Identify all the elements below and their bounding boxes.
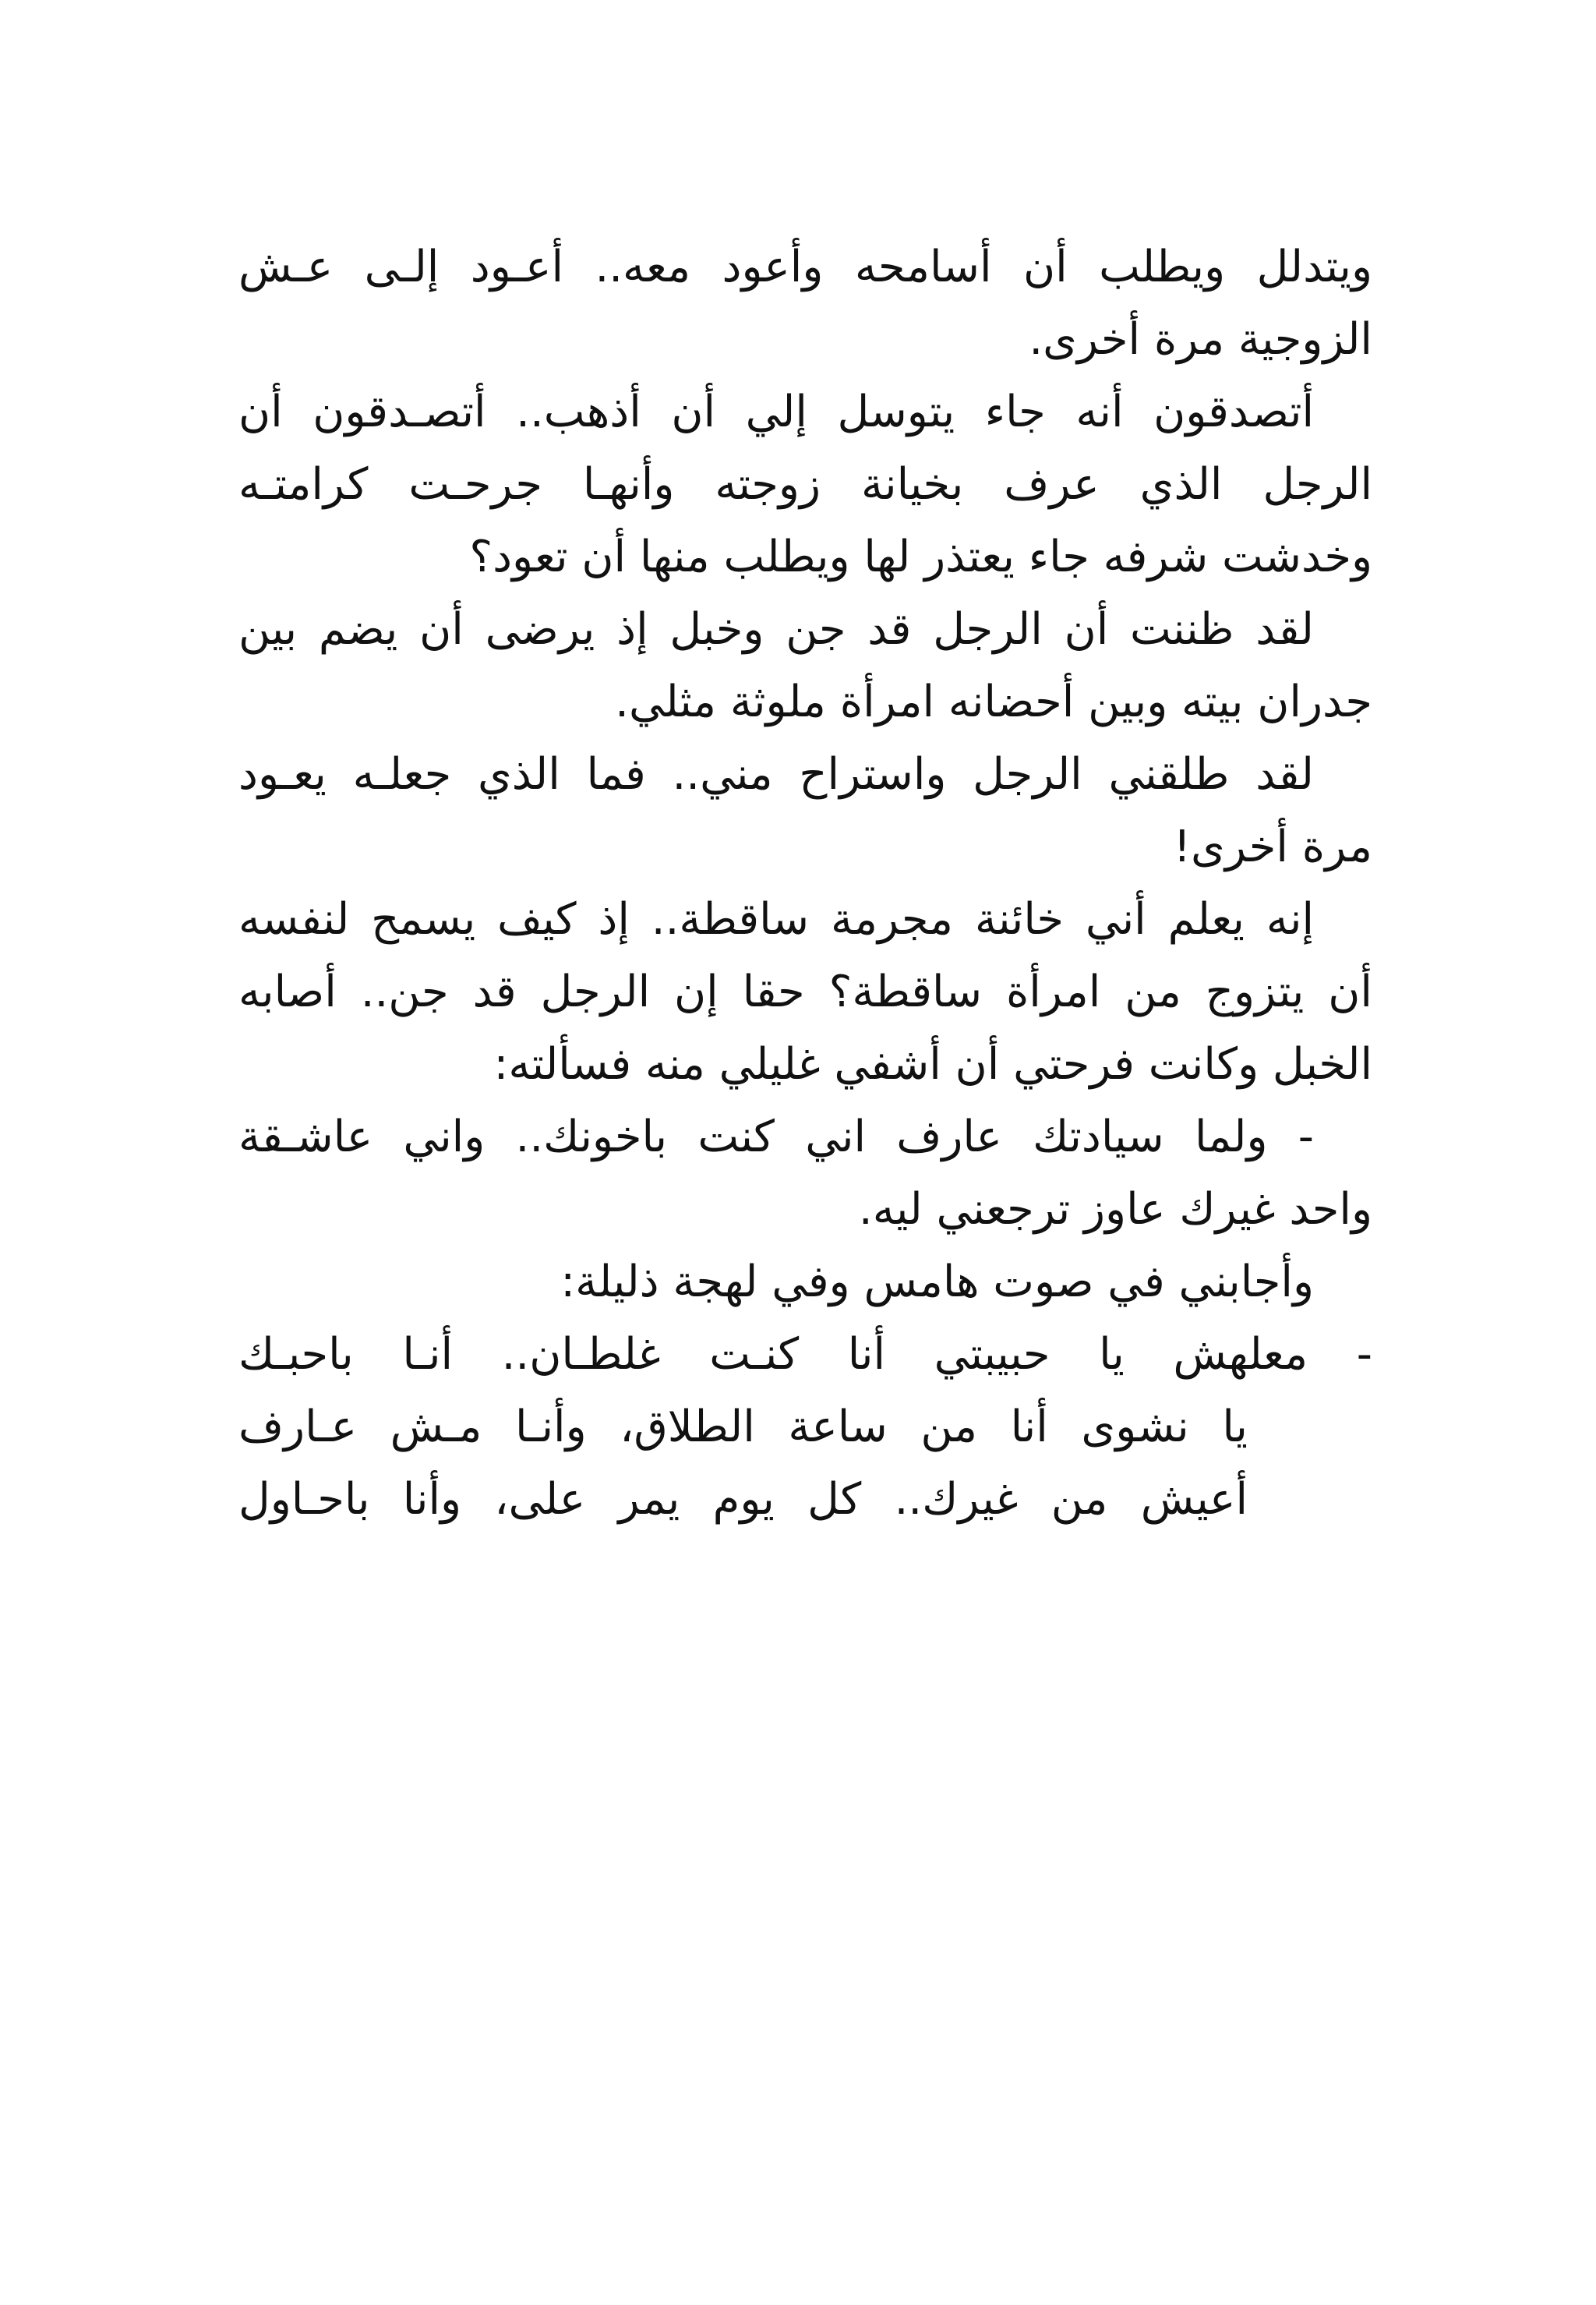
text-line: مرة أخرى! bbox=[1173, 822, 1372, 872]
text-line: الرجل الذي عرف بخيانة زوجته وأنهـا جرحـت كرامتـه bbox=[238, 459, 1372, 510]
text-line: الخبل وكانت فرحتي أن أشفي غليلي منه فسألته: bbox=[493, 1039, 1372, 1090]
text-line: وخدشت شرفه جاء يعتذر لها ويطلب منها أن تعود؟ bbox=[469, 532, 1372, 582]
dialogue-line: يا نشوى أنا من ساعة الطلاق، وأنـا مـش عـارف bbox=[238, 1402, 1248, 1452]
body-text bbox=[238, 231, 1372, 1536]
text-line: واحد غيرك عاوز ترجعني ليه. bbox=[858, 1184, 1372, 1235]
text-line: وأجابني في صوت هامس وفي لهجة ذليلة: bbox=[560, 1257, 1314, 1307]
text-line: الزوجية مرة أخرى. bbox=[1029, 314, 1372, 365]
text-line: أتصدقون أنه جاء يتوسل إلي أن أذهب.. أتصـدقون أن bbox=[238, 387, 1314, 437]
dialogue-line: - معلهش يا حبيبتي أنا كنـت غلطـان.. أنـا باحبـك bbox=[238, 1329, 1372, 1380]
text-line: جدران بيته وبين أحضانه امرأة ملوثة مثلي. bbox=[615, 677, 1372, 727]
text-line: - ولما سيادتك عارف اني كنت باخونك.. واني عاشـقة bbox=[238, 1112, 1314, 1162]
text-line: أن يتزوج من امرأة ساقطة؟ حقا إن الرجل قد جن.. أصابه bbox=[238, 967, 1372, 1017]
text-line: لقد ظننت أن الرجل قد جن وخبل إذ يرضى أن يضم بين bbox=[238, 604, 1314, 655]
text-line: ويتدلل ويطلب أن أسامحه وأعود معه.. أعـود إلـى عـش bbox=[238, 242, 1372, 292]
dialogue-line: أعيش من غيرك.. كل يوم يمر على، وأنا باحـاول bbox=[238, 1474, 1248, 1525]
text-line: إنه يعلم أني خائنة مجرمة ساقطة.. إذ كيف يسمح لنفسه bbox=[238, 894, 1314, 945]
text-line: لقد طلقني الرجل واستراح مني.. فما الذي جعلـه يعـود bbox=[238, 749, 1314, 800]
